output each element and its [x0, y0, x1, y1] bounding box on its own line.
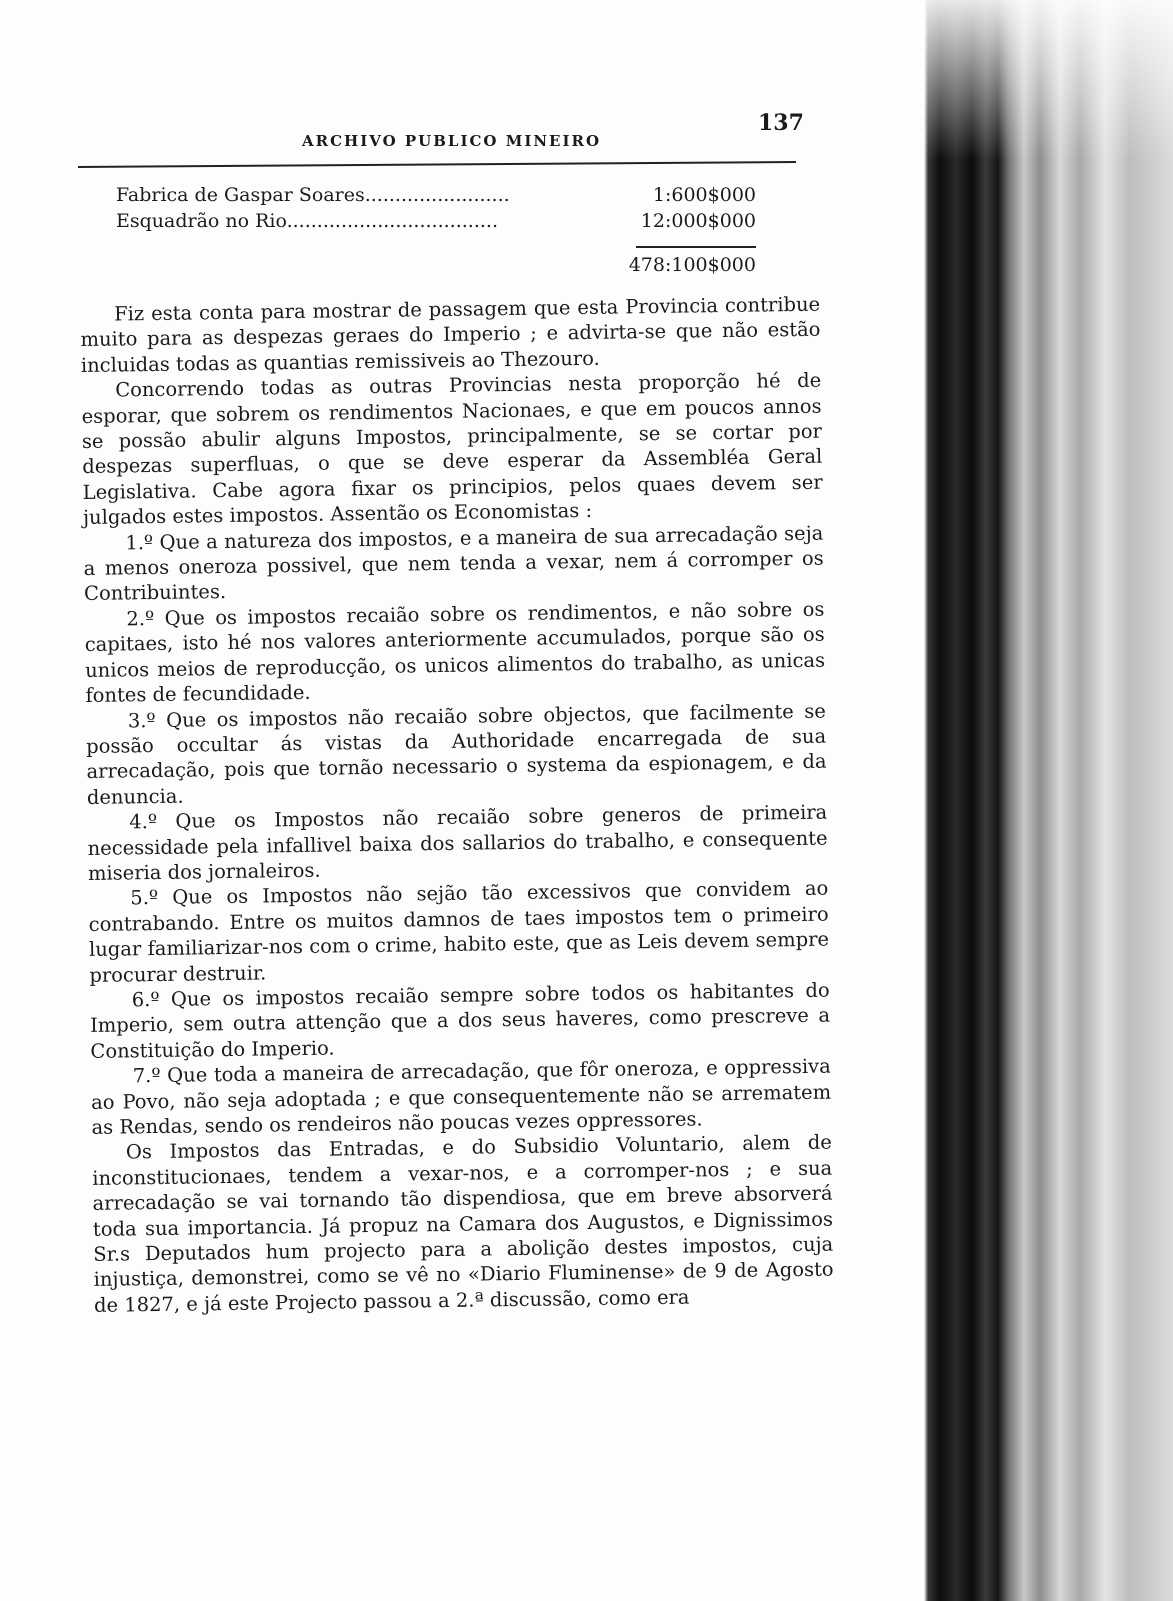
principle-item: 6.º Que os impostos recaião sempre sobre todos os habitantes do Imperio, sem outra attenção que a dos seus haveres, como prescreve a Constituição do Imperio. [89, 978, 831, 1063]
paragraph: Concorrendo todas as outras Provincias nesta proporção hé de esporar, que sobrem os rendimentos Nacionaes, e que em poucos annos se possão abulir alguns Impostos, principalmente, se se cortar por despezas superfluas, o que se deve esperar da Assembléa Geral Legislativa. Cabe agora fixar os principios, pelos quaes devem ser julgados estes impostos. Assentão os Economistas : [81, 368, 823, 530]
page-content [78, 80, 838, 1317]
principle-item: 2.º Que os impostos recaião sobre os rendimentos, e não sobre os capitaes, isto hé nos valores anteriormente accumulados, porque são os unicos meios de reproducção, os unicos alimentos do trabalho, as unicas fontes de fecundidade. [84, 597, 826, 708]
header-rule [78, 161, 796, 168]
account-total-row [116, 252, 756, 278]
principle-item: 3.º Que os impostos não recaião sobre objectos, que facilmente se possão occultar ás vistas da Authoridade encarregada de sua arrecadação, pois que tornão necessario o systema da espionagem, e da denuncia. [86, 699, 827, 809]
principle-item: 1.º Que a natureza dos impostos, e a maneira de sua arrecadação seja a menos oneroza possivel, que nem tenda a vexar, nem á corromper os Contribuintes. [83, 521, 824, 606]
principle-item: 4.º Que os Impostos não recaião sobre generos de primeira necessidade pela infallivel baixa dos sallarios do trabalho, e consequente miseria dos jornaleiros. [87, 800, 828, 885]
body-text [80, 292, 834, 1318]
accounts-table [116, 182, 756, 278]
page-header [78, 80, 838, 152]
account-value: 1:600$000 [652, 184, 756, 206]
account-value: 12:000$000 [640, 210, 756, 232]
principle-item: 7.º Que toda a maneira de arrecadação, que fôr oneroza, e oppressiva ao Povo, não seja adoptada ; e que consequentemente não se arrematem as Rendas, sendo os rendeiros não poucas vezes oppressores. [91, 1054, 832, 1139]
paragraph: Os Impostos das Entradas, e do Subsidio Voluntario, alem de inconstitucionaes, tendem a vexar-nos, e a corromper-nos ; e sua arrecadação se vai tornando tão dispendiosa, que em breve absorverá toda sua importancia. Já propuz na Camara dos Augustos, e Dignissimos Sr.s Deputados hum projecto para a abolição destes impostos, cuja injustiça, demonstrei, como se vê no «Diario Fluminense» de 9 de Agosto de 1827, e já este Projecto passou a 2.ª discussão, como era [92, 1130, 834, 1317]
paragraph: Fiz esta conta para mostrar de passagem que esta Provincia contribue muito para as despezas geraes do Imperio ; e advirta-se que não estão incluidas todas as quantias remissiveis ao Thezouro. [80, 292, 821, 377]
binding-highlight [920, 0, 1173, 160]
page-number: 137 [758, 110, 804, 136]
account-total: 478:100$000 [628, 254, 756, 276]
total-rule [636, 246, 756, 248]
account-row [116, 182, 756, 208]
book-binding-edge [920, 0, 1173, 1601]
account-label: Fabrica de Gaspar Soares........................ [116, 184, 510, 206]
account-label: Esquadrão no Rio................................... [116, 210, 498, 232]
running-head: ARCHIVO PUBLICO MINEIRO [302, 132, 602, 150]
principle-item: 5.º Que os Impostos não sejão tão excessivos que convidem ao contrabando. Entre os muitos damnos de taes impostos tem o primeiro lugar familiarizar-nos com o crime, habito este, que as Leis devem sempre procurar destruir. [88, 876, 830, 987]
account-row [116, 208, 756, 234]
